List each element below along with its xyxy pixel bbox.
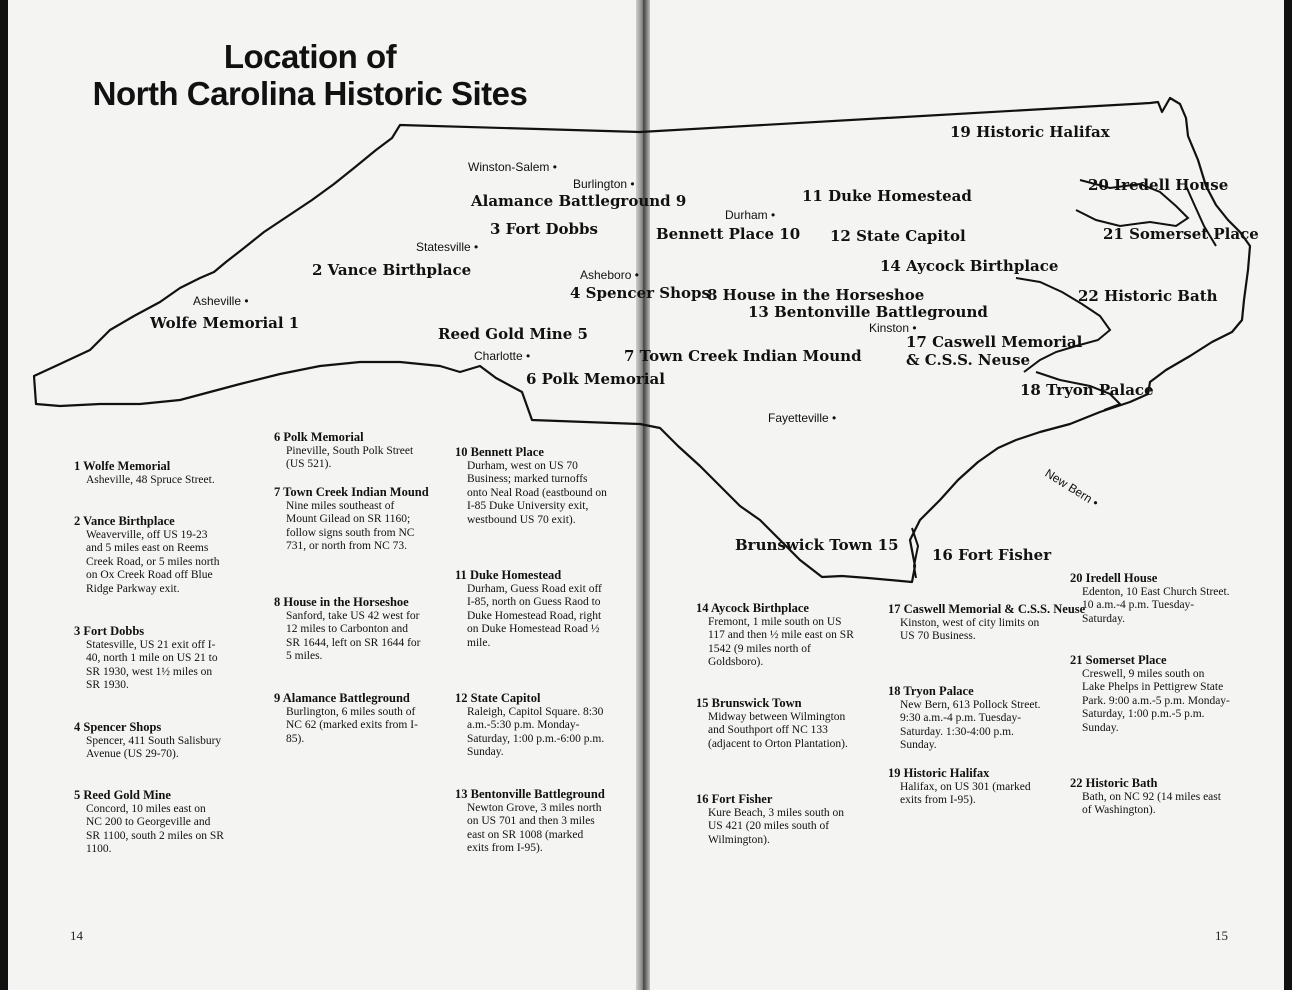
legend-entry: 12 State Capitol Raleigh, Capitol Square. 8:30 a.m.-5:30 p.m. Monday-Saturday, 1:00 p.m.-6:00 p.m. Sunday. [455,691,605,759]
map-label-fort-fisher: 16 Fort Fisher [932,546,1052,564]
city-kinston: Kinston • [869,321,917,335]
legend-entry: 10 Bennett Place Durham, west on US 70 Business; marked turnoffs onto Neal Road (eastbound on I-85 Duke University exit, westbound US 70 exit). [455,445,607,526]
legend-entry: 15 Brunswick Town Midway between Wilmington and Southport off NC 133 (adjacent to Orton Plantation). [696,696,848,750]
map-label-vance-birthplace: 2 Vance Birthplace [312,261,472,279]
legend-entry: 6 Polk Memorial Pineville, South Polk Street (US 521). [274,430,414,471]
city-asheville: Asheville • [193,294,249,308]
legend-entry: 2 Vance Birthplace Weaverville, off US 19-23 and 5 miles east on Reems Creek Road, or 5 miles north on Ox Creek Road off Blue Ridge Parkway exit. [74,514,220,595]
map-label-bennett-place: Bennett Place 10 [656,225,801,243]
legend-entry: 17 Caswell Memorial & C.S.S. Neuse Kinston, west of city limits on US 70 Business. [888,602,1086,643]
legend-entry: 8 House in the Horseshoe Sanford, take US 42 west for 12 miles to Carbonton and SR 1644, left on SR 1644 for 5 miles. [274,595,421,663]
map-label-town-creek-indian-mound: 7 Town Creek Indian Mound [624,347,862,365]
map-label-iredell-house: 20 Iredell House [1088,176,1229,194]
map-label-aycock-birthplace: 14 Aycock Birthplace [880,257,1059,275]
map-label-duke-homestead: 11 Duke Homestead [802,187,972,205]
legend-entry: 7 Town Creek Indian Mound Nine miles southeast of Mount Gilead on SR 1160; follow signs south from NC 731, or north from NC 73. [274,485,429,553]
legend-entry: 5 Reed Gold Mine Concord, 10 miles east on NC 200 to Georgeville and SR 1100, south 2 miles on SR 1100. [74,788,224,856]
map-label-spencer-shops: 4 Spencer Shops [570,284,710,302]
legend-entry: 20 Iredell House Edenton, 10 East Church Street. 10 a.m.-4 p.m. Tuesday-Saturday. [1070,571,1230,625]
city-new-bern: New Bern • [1043,466,1102,510]
legend-entry: 22 Historic Bath Bath, on NC 92 (14 miles east of Washington). [1070,776,1221,817]
map-label-reed-gold-mine: Reed Gold Mine 5 [438,325,588,343]
city-winston-salem: Winston-Salem • [468,160,557,174]
legend-entry: 14 Aycock Birthplace Fremont, 1 mile south on US 117 and then ½ mile east on SR 1542 (9 miles north of Goldsboro). [696,601,854,669]
map-label-somerset-place: 21 Somerset Place [1103,225,1259,243]
map-label-bentonville-battleground: 13 Bentonville Battleground [748,303,988,321]
city-durham: Durham • [725,208,775,222]
map-label-state-capitol: 12 State Capitol [830,227,966,245]
legend-entry: 3 Fort Dobbs Statesville, US 21 exit off I-40, north 1 mile on US 21 to SR 1930, west 1½ miles on SR 1930. [74,624,218,692]
map-label-wolfe-memorial: Wolfe Memorial 1 [150,314,300,332]
legend-entry: 9 Alamance Battleground Burlington, 6 miles south of NC 62 (marked exits from I-85). [274,691,418,745]
title-line-2: North Carolina Historic Sites [92,75,528,112]
map-label-historic-bath: 22 Historic Bath [1078,287,1218,305]
city-fayetteville: Fayetteville • [768,411,836,425]
city-burlington: Burlington • [573,177,635,191]
map-label-house-in-the-horseshoe: 8 House in the Horseshoe [707,286,925,304]
map-label-caswell-memorial: 17 Caswell Memorial & C.S.S. Neuse [906,333,1083,369]
map-label-tryon-palace: 18 Tryon Palace [1020,381,1154,399]
legend-entry: 16 Fort Fisher Kure Beach, 3 miles south on US 421 (20 miles south of Wilmington). [696,792,845,846]
legend-entry: 1 Wolfe Memorial Asheville, 48 Spruce Street. [74,459,215,486]
legend-entry: 13 Bentonville Battleground Newton Grove, 3 miles north on US 701 and then 3 miles east on SR 1008 (marked exits from I-95). [455,787,605,855]
legend-entry: 11 Duke Homestead Durham, Guess Road exit off I-85, north on Guess Raod to Duke Homestead Road, right on Duke Homestead Road ½ mile. [455,568,602,649]
legend-entry: 4 Spencer Shops Spencer, 411 South Salisbury Avenue (US 29-70). [74,720,222,761]
page-number-right: 15 [1215,928,1228,943]
map-label-polk-memorial: 6 Polk Memorial [526,370,665,388]
map-label-brunswick-town: Brunswick Town 15 [735,536,899,554]
title-line-1: Location of [223,38,397,75]
page-number-left: 14 [70,928,83,943]
city-charlotte: Charlotte • [474,349,530,363]
map-label-fort-dobbs: 3 Fort Dobbs [490,220,598,238]
legend-entry: 21 Somerset Place Creswell, 9 miles south on Lake Phelps in Pettigrew State Park. 9:00 a.m.-5 p.m. Monday-Saturday, 1:00 p.m.-5 p.m. Sunday. [1070,653,1230,734]
legend-entry: 18 Tryon Palace New Bern, 613 Pollock Street. 9:30 a.m.-4 p.m. Tuesday-Saturday. 1:30-4:00 p.m. Sunday. [888,684,1041,752]
map-label-historic-halifax: 19 Historic Halifax [950,123,1110,141]
city-statesville: Statesville • [416,240,478,254]
map-label-alamance-battleground: Alamance Battleground 9 [471,192,687,210]
city-asheboro: Asheboro • [580,268,639,282]
legend-entry: 19 Historic Halifax Halifax, on US 301 (marked exits from I-95). [888,766,1031,807]
